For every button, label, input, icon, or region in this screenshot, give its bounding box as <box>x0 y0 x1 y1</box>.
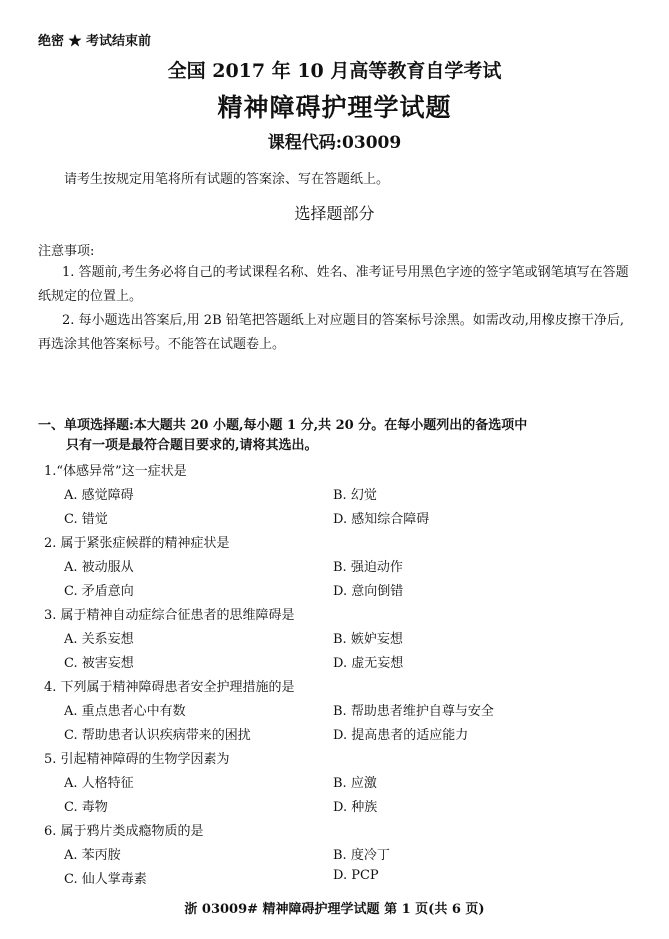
question-stem: 4. 下列属于精神障碍患者安全护理措施的是 <box>44 680 295 695</box>
note-item-1: 1. 答题前,考生务必将自己的考试课程名称、姓名、准考证号用黑色字迹的签字笔或钢笔填写在答题纸规定的位置上。 <box>38 265 629 304</box>
question-stem: 1.“体感异常”这一症状是 <box>44 464 187 479</box>
question-option: B. 嫉妒妄想 <box>333 632 403 647</box>
question-option: D. PCP <box>333 868 379 883</box>
question-option: C. 帮助患者认识疾病带来的困扰 <box>64 728 251 743</box>
question-option: A. 苯丙胺 <box>64 848 121 863</box>
question-option: C. 错觉 <box>64 512 108 527</box>
question-stem: 3. 属于精神自动症综合征患者的思维障碍是 <box>44 608 295 623</box>
question-stem: 2. 属于紧张症候群的精神症状是 <box>44 536 230 551</box>
question-option: C. 被害妄想 <box>64 656 134 671</box>
question-option: C. 毒物 <box>64 800 108 815</box>
question-option: B. 幻觉 <box>333 488 377 503</box>
question-option: A. 关系妄想 <box>64 632 134 647</box>
page-footer: 浙 03009# 精神障碍护理学试题 第 1 页(共 6 页) <box>184 902 485 917</box>
subject-title: 精神障碍护理学试题 <box>217 93 452 122</box>
question-option: D. 感知综合障碍 <box>333 512 430 527</box>
question-option: B. 应激 <box>333 776 377 791</box>
question-stem: 6. 属于鸦片类成瘾物质的是 <box>44 824 204 839</box>
question-option: A. 感觉障碍 <box>64 488 134 503</box>
question-option: B. 帮助患者维护自尊与安全 <box>333 704 494 719</box>
question-option: A. 人格特征 <box>64 776 134 791</box>
question-option: D. 种族 <box>333 800 378 815</box>
question-option: C. 矛盾意向 <box>64 584 134 599</box>
question-option: B. 强迫动作 <box>333 560 403 575</box>
question-stem: 5. 引起精神障碍的生物学因素为 <box>44 752 230 767</box>
exam-title: 全国 2017 年 10 月高等教育自学考试 <box>167 60 502 82</box>
question-option: D. 意向倒错 <box>333 584 404 599</box>
section-heading-line1: 一、单项选择题:本大题共 20 小题,每小题 1 分,共 20 分。在每小题列出的备选项中 <box>38 418 528 433</box>
question-option: D. 提高患者的适应能力 <box>333 728 469 743</box>
part-title: 选择题部分 <box>294 204 375 223</box>
instruction-text: 请考生按规定用笔将所有试题的答案涂、写在答题纸上。 <box>64 172 390 187</box>
question-option: A. 被动服从 <box>64 560 134 575</box>
notes-heading: 注意事项: <box>38 244 95 259</box>
section-heading-line2: 只有一项是最符合题目要求的,请将其选出。 <box>66 438 318 453</box>
question-option: D. 虚无妄想 <box>333 656 404 671</box>
section-heading <box>38 416 638 456</box>
question-option: C. 仙人掌毒素 <box>64 872 147 887</box>
note-item-2: 2. 每小题选出答案后,用 2B 铅笔把答题纸上对应题目的答案标号涂黑。如需改动,用橡皮擦干净后,再选涂其他答案标号。不能答在试题卷上。 <box>38 313 625 352</box>
secret-label: 绝密 ★ 考试结束前 <box>38 34 152 49</box>
question-option: A. 重点患者心中有数 <box>64 704 186 719</box>
course-code: 课程代码:03009 <box>267 133 402 153</box>
question-option: B. 度冷丁 <box>333 848 390 863</box>
